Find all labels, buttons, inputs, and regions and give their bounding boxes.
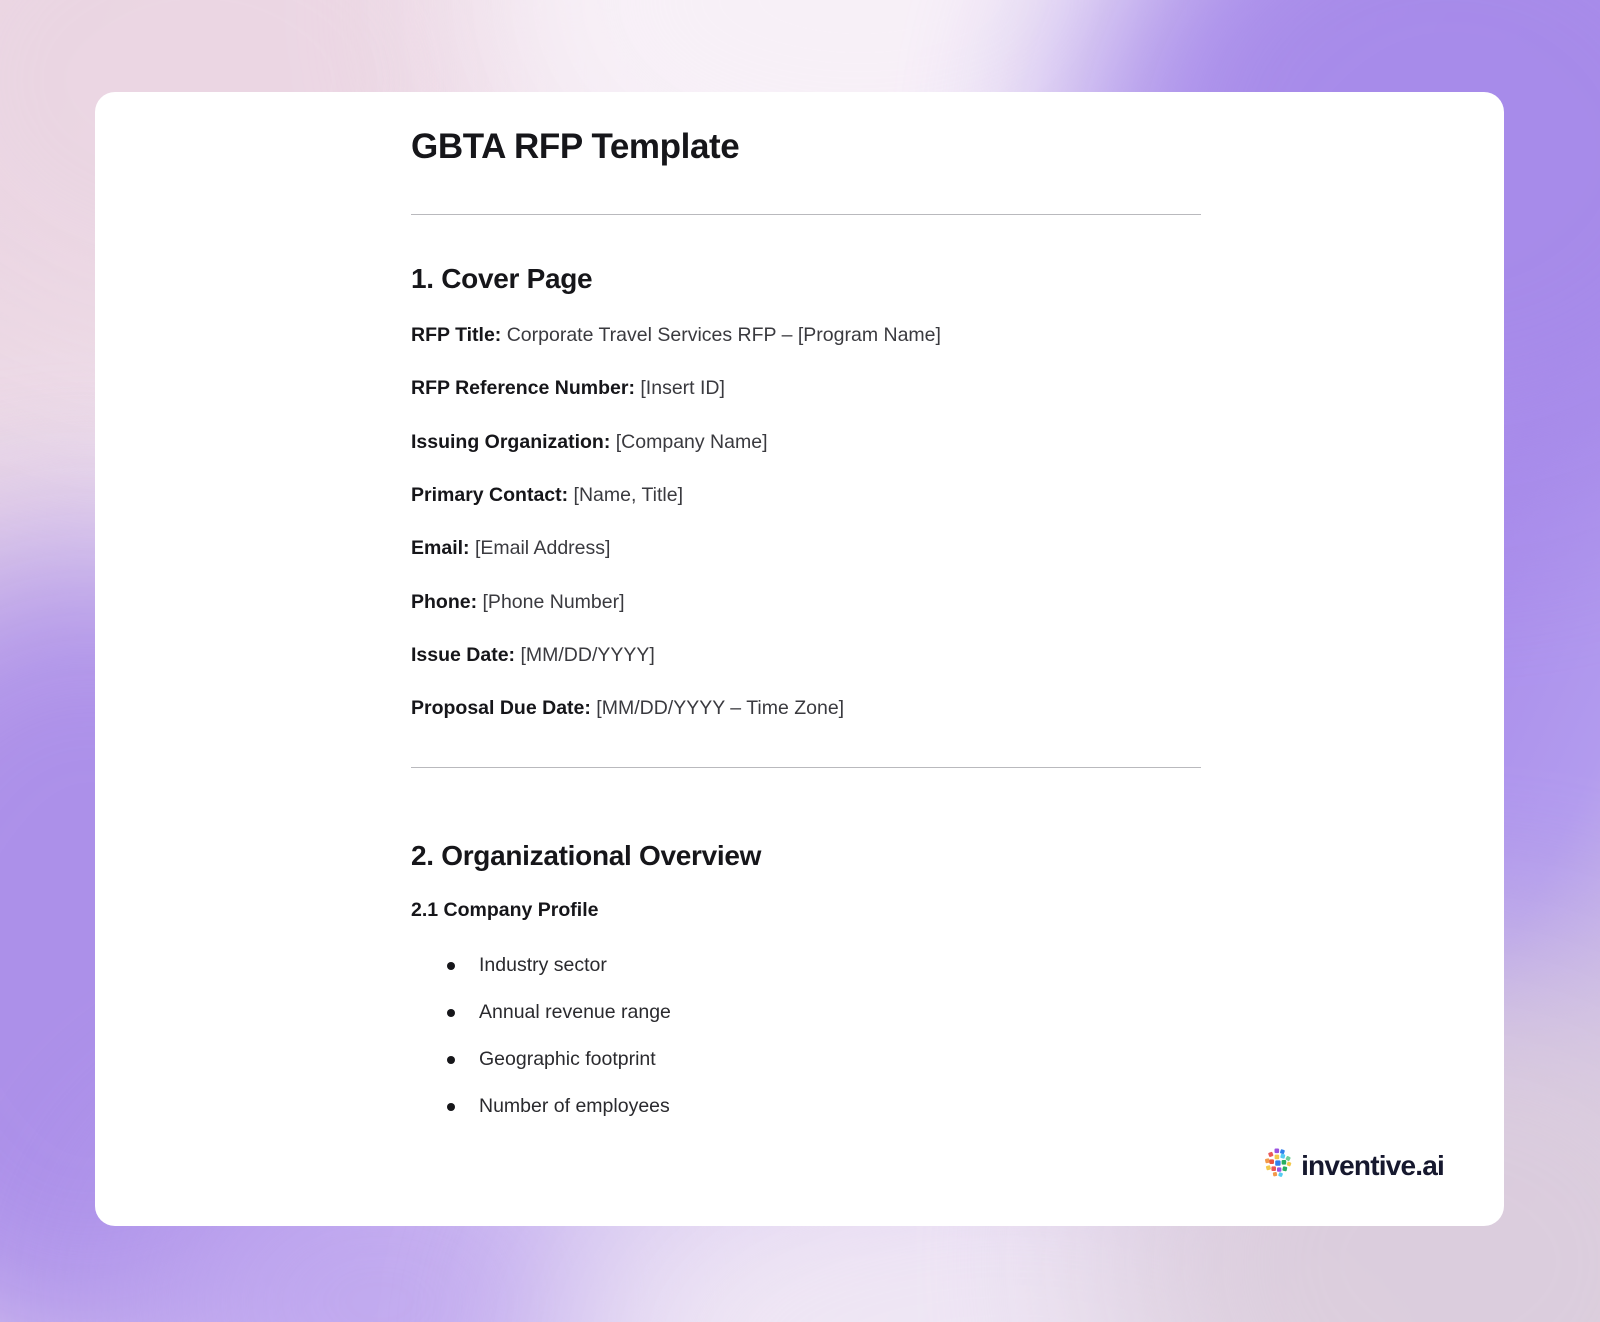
section-heading-organizational-overview: 2. Organizational Overview <box>411 839 762 871</box>
company-profile-bullet-list <box>411 952 1201 1120</box>
brand-wordmark <box>1301 1149 1444 1181</box>
field-label: Issuing Organization: <box>411 430 611 453</box>
field-value: [Email Address] <box>474 537 611 560</box>
field-value: Corporate Travel Services RFP – [Program Name] <box>506 324 941 346</box>
field-value: [Insert ID] <box>640 377 725 400</box>
inventive-mosaic-icon <box>1264 1148 1294 1183</box>
field-value: [MM/DD/YYYY] <box>520 643 655 666</box>
cover-page-fields <box>411 322 1201 722</box>
field-label: Primary Contact: <box>411 483 569 506</box>
field-label: Issue Date: <box>411 643 516 666</box>
list-item: Industry sector <box>447 952 1201 978</box>
brand-logo <box>1264 1148 1444 1183</box>
field-label: RFP Reference Number: <box>411 377 635 400</box>
section-spacer <box>411 768 1201 816</box>
field-value: [Name, Title] <box>573 483 683 506</box>
subsection-heading-company-profile: 2.1 Company Profile <box>411 898 599 921</box>
page-title: GBTA RFP Template <box>411 127 740 166</box>
field-rfp-reference-number <box>411 375 1201 401</box>
field-rfp-title <box>411 322 1201 348</box>
field-value: [Company Name] <box>615 430 768 453</box>
field-value: [Phone Number] <box>482 590 625 613</box>
section-heading-cover-page: 1. Cover Page <box>411 263 593 294</box>
field-email <box>411 535 1201 561</box>
document-body <box>411 126 1201 1120</box>
list-item: Annual revenue range <box>447 999 1201 1025</box>
field-issue-date <box>411 642 1201 668</box>
field-label: RFP Title: <box>411 324 502 346</box>
brand-name: inventive <box>1301 1149 1416 1181</box>
field-label: Email: <box>411 537 470 560</box>
document-card <box>95 92 1504 1226</box>
list-item: Number of employees <box>447 1093 1201 1119</box>
brand-tld: .ai <box>1415 1149 1444 1181</box>
field-phone <box>411 589 1201 615</box>
field-label: Proposal Due Date: <box>411 697 591 720</box>
field-label: Phone: <box>411 590 478 613</box>
divider-top <box>411 214 1201 215</box>
field-proposal-due-date <box>411 695 1201 721</box>
list-item: Geographic footprint <box>447 1046 1201 1072</box>
field-value: [MM/DD/YYYY – Time Zone] <box>596 697 845 720</box>
field-issuing-organization <box>411 429 1201 455</box>
field-primary-contact <box>411 482 1201 508</box>
